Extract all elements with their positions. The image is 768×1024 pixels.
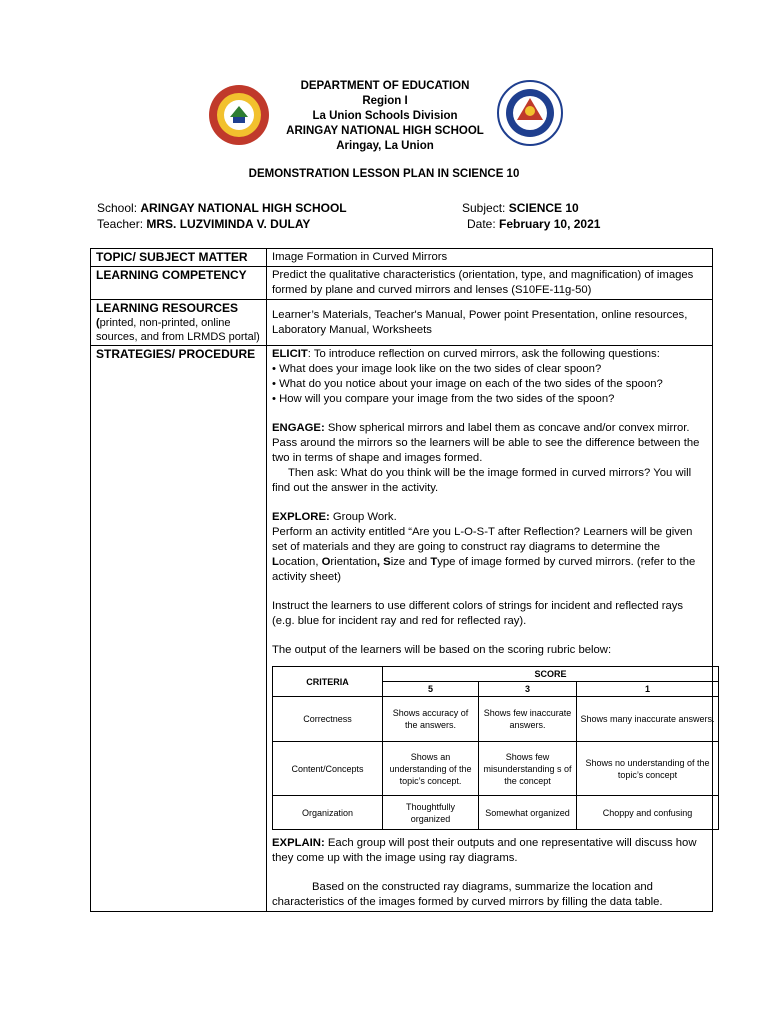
header-address: Aringay, La Union — [336, 140, 434, 152]
elicit-question-2: • What do you notice about your image on each of the two sides of the spoon? — [272, 378, 663, 390]
explain-paragraph-2: Based on the constructed ray diagrams, summarize the location and characteristics of the images formed by curved mirrors by filling the data table. — [272, 881, 663, 908]
subject-label: Subject: — [462, 201, 506, 215]
strategies-content — [267, 346, 713, 912]
rubric-cell: Somewhat organized — [479, 796, 577, 830]
rubric-row — [273, 697, 719, 742]
explore-paragraph-2: Instruct the learners to use different colors of strings for incident and reflected rays (e.g. blue for incident ray and red for reflected ray). — [272, 600, 684, 627]
scoring-rubric-table — [272, 666, 719, 830]
subject-value: SCIENCE 10 — [508, 201, 579, 215]
teacher-info — [97, 217, 310, 231]
school-info — [97, 201, 347, 215]
rubric-score-3: 3 — [479, 682, 577, 697]
rubric-criteria: Content/Concepts — [273, 742, 383, 796]
rubric-criteria: Organization — [273, 796, 383, 830]
school-label: School: — [97, 201, 138, 215]
elicit-intro: ELICIT: To introduce reflection on curved mirrors, ask the following questions: — [272, 348, 660, 360]
date-value: February 10, 2021 — [499, 217, 601, 231]
rubric-criteria-header: CRITERIA — [273, 667, 383, 697]
explore-heading: EXPLORE: Group Work. — [272, 511, 397, 523]
resources-value: Learner’s Materials, Teacher's Manual, Power point Presentation, online resources, Laboratory Manual, Worksheets — [267, 300, 713, 346]
elicit-question-1: • What does your image look like on the two sides of clear spoon? — [272, 363, 602, 375]
rubric-cell: Shows an understanding of the topic’s concept. — [383, 742, 479, 796]
rubric-cell: Shows few misunderstanding s of the concept — [479, 742, 577, 796]
competency-label: LEARNING COMPETENCY — [91, 267, 267, 300]
teacher-label: Teacher: — [97, 217, 144, 231]
rubric-score-header: SCORE — [383, 667, 719, 682]
rubric-row — [273, 796, 719, 830]
engage-paragraph-2: Then ask: What do you think will be the image formed in curved mirrors? You will find out the answer in the activity. — [272, 467, 692, 494]
plan-title: DEMONSTRATION LESSON PLAN IN SCIENCE 10 — [248, 168, 520, 180]
competency-row — [91, 267, 713, 300]
rubric-cell: Choppy and confusing — [577, 796, 719, 830]
topic-row — [91, 249, 713, 267]
rubric-score-1: 1 — [577, 682, 719, 697]
header-department: DEPARTMENT OF EDUCATION — [300, 80, 470, 92]
rubric-cell: Shows no understanding of the topic’s concept — [577, 742, 719, 796]
engage-paragraph: ENGAGE: Show spherical mirrors and label them as concave and/or convex mirror. Pass around the mirrors so the learners will be able to see the difference between the two in terms of shape and images formed. — [272, 422, 700, 464]
elicit-question-3: • How will you compare your image from the two sides of the spoon? — [272, 393, 615, 405]
header-school: ARINGAY NATIONAL HIGH SCHOOL — [286, 125, 484, 137]
resources-cell — [91, 300, 267, 346]
header-division: La Union Schools Division — [312, 110, 458, 122]
resources-sublabel: (printed, non-printed, online sources, and from LRMDS portal) — [96, 317, 260, 343]
explore-paragraph-3: The output of the learners will be based on the scoring rubric below: — [272, 644, 612, 656]
teacher-value: MRS. LUZVIMINDA V. DULAY — [146, 217, 311, 231]
resources-label: LEARNING RESOURCES — [96, 301, 239, 315]
rubric-score-5: 5 — [383, 682, 479, 697]
header-region: Region I — [362, 95, 408, 107]
date-label: Date: — [467, 217, 496, 231]
explain-paragraph: EXPLAIN: Each group will post their outputs and one representative will discuss how they come up with the image using ray diagrams. — [272, 837, 697, 864]
rubric-criteria: Correctness — [273, 697, 383, 742]
date-info — [467, 217, 600, 231]
strategies-row — [91, 346, 713, 912]
rubric-cell: Thoughtfully organized — [383, 796, 479, 830]
explore-paragraph-1: Perform an activity entitled “Are you L-O-S-T after Reflection? Learners will be given set of materials and they are going to construct ray diagrams to determine the Location, Orientation, Size and Type of image formed by curved mirrors. (refer to the activity sheet) — [272, 526, 696, 583]
rubric-cell: Shows many inaccurate answers. — [577, 697, 719, 742]
subject-info — [462, 201, 579, 215]
lesson-plan-table — [90, 248, 713, 912]
school-value: ARINGAY NATIONAL HIGH SCHOOL — [140, 201, 347, 215]
competency-value: Predict the qualitative characteristics (orientation, type, and magnification) of images formed by plane and curved mirrors and lenses (S10FE-11g-50) — [267, 267, 713, 300]
resources-row — [91, 300, 713, 346]
rubric-cell: Shows few inaccurate answers. — [479, 697, 577, 742]
rubric-cell: Shows accuracy of the answers. — [383, 697, 479, 742]
topic-label: TOPIC/ SUBJECT MATTER — [91, 249, 267, 267]
strategies-label: STRATEGIES/ PROCEDURE — [91, 346, 267, 912]
rubric-row — [273, 742, 719, 796]
topic-value: Image Formation in Curved Mirrors — [267, 249, 713, 267]
